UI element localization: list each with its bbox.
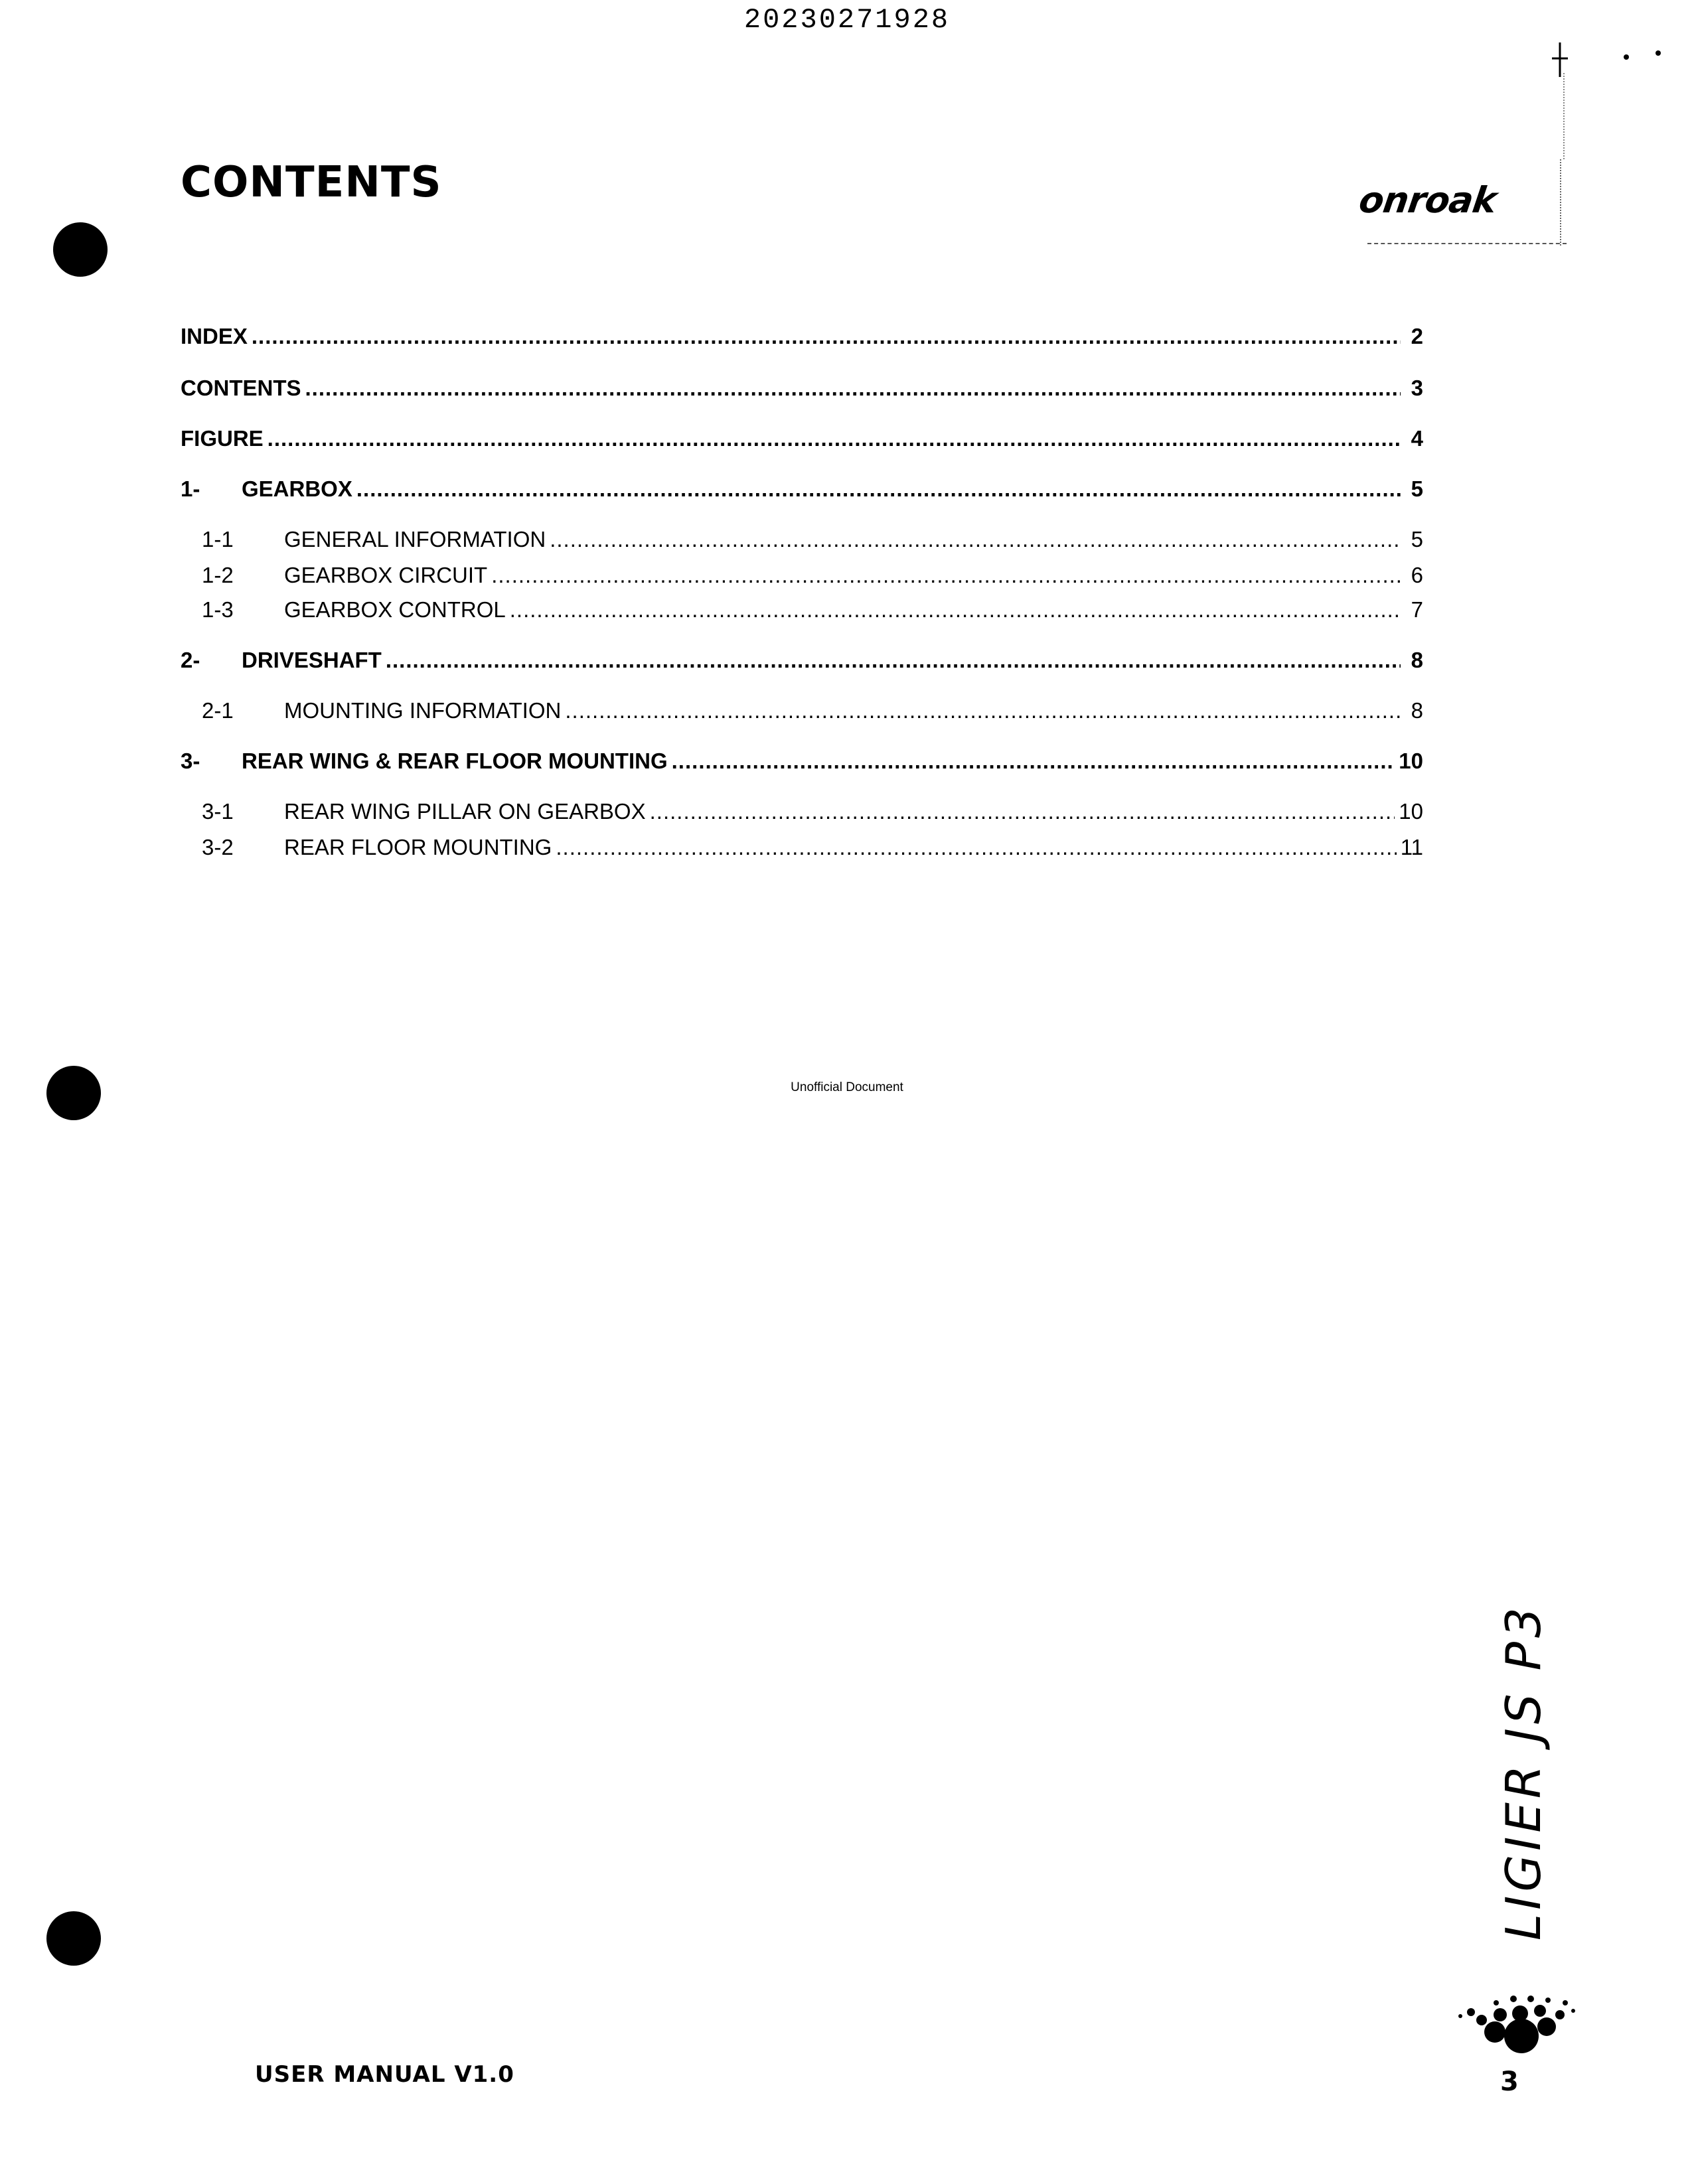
- toc-entry-page: 7: [1411, 597, 1423, 622]
- punch-hole-bottom: [46, 1911, 101, 1966]
- toc-entry-page: 11: [1400, 835, 1423, 859]
- toc-entry-number: 1-3: [202, 597, 234, 622]
- toc-entry-label: CONTENTS: [181, 376, 301, 400]
- document-id: 20230271928: [743, 4, 951, 36]
- page-title: CONTENTS: [181, 158, 442, 207]
- toc-entry-page: 6: [1411, 563, 1423, 587]
- toc-entry-page: 5: [1411, 476, 1423, 501]
- toc-leader-dots: [510, 597, 1401, 622]
- toc-entry-label: GEARBOX CIRCUIT: [284, 563, 488, 587]
- toc-entry[interactable]: [181, 324, 1423, 349]
- footer-manual-version: USER MANUAL V1.0: [255, 2061, 514, 2088]
- toc-entry[interactable]: [181, 527, 1423, 552]
- toc-entry-number: 1-: [181, 476, 200, 501]
- toc-entry-number: 2-1: [202, 698, 234, 723]
- toc-entry-label: GEARBOX CONTROL: [284, 597, 506, 622]
- toc-entry-number: 3-: [181, 749, 200, 773]
- toc-entry-page: 5: [1411, 527, 1423, 551]
- toc-entry-page: 10: [1399, 799, 1423, 824]
- toc-entry-label: REAR WING PILLAR ON GEARBOX: [284, 799, 646, 824]
- toc-entry-page: 10: [1399, 749, 1423, 773]
- toc-entry-label: MOUNTING INFORMATION: [284, 698, 562, 723]
- toc-entry[interactable]: [181, 376, 1423, 401]
- toc-entry-label: GENERAL INFORMATION: [284, 527, 546, 551]
- toc-entry-label: FIGURE: [181, 426, 264, 451]
- toc-leader-dots: [550, 527, 1401, 552]
- toc-entry-page: 8: [1411, 698, 1423, 723]
- footer-page-number: 3: [1500, 2067, 1519, 2097]
- toc-entry-page: 3: [1411, 376, 1423, 400]
- toc-entry[interactable]: [181, 476, 1423, 502]
- logo-divider: [1560, 159, 1561, 246]
- toc-entry[interactable]: [181, 835, 1423, 860]
- toc-entry-label: INDEX: [181, 324, 248, 348]
- toc-entry-label: DRIVESHAFT: [242, 648, 382, 672]
- toc-entry-page: 8: [1411, 648, 1423, 672]
- toc-entry[interactable]: [181, 648, 1423, 673]
- toc-leader-dots: [491, 563, 1401, 588]
- ligier-js-p3-wordmark: LIGIER JS P3: [1496, 1603, 1551, 1940]
- toc-entry[interactable]: [181, 563, 1423, 588]
- toc-entry-label: GEARBOX: [242, 476, 352, 501]
- toc-entry-number: 3-1: [202, 799, 234, 824]
- toc-entry-page: 2: [1411, 324, 1423, 348]
- toc-leader-dots: [556, 835, 1396, 860]
- toc-entry-number: 2-: [181, 648, 200, 672]
- toc-entry-page: 4: [1411, 426, 1423, 451]
- toc-entry-number: 1-2: [202, 563, 234, 587]
- logo-rule: [1367, 243, 1567, 244]
- toc-entry[interactable]: [181, 698, 1423, 723]
- toc-entry-label: REAR FLOOR MOUNTING: [284, 835, 552, 859]
- toc-entry[interactable]: [181, 799, 1423, 824]
- toc-entry-number: 1-1: [202, 527, 234, 551]
- toc-leader-dots: [268, 426, 1401, 451]
- toc-leader-dots: [565, 698, 1401, 723]
- toc-leader-dots: [672, 749, 1395, 774]
- unofficial-document-label: Unofficial Document: [791, 1080, 903, 1094]
- toc-entry[interactable]: [181, 426, 1423, 451]
- scan-marks: [1547, 40, 1679, 80]
- scan-line: [1563, 73, 1565, 159]
- toc-entry-label: REAR WING & REAR FLOOR MOUNTING: [242, 749, 668, 773]
- toc-entry[interactable]: [181, 749, 1423, 774]
- toc-leader-dots: [252, 324, 1401, 349]
- toc-leader-dots: [305, 376, 1401, 401]
- toc-leader-dots: [650, 799, 1395, 824]
- dots-logo-icon: [1447, 1984, 1580, 2064]
- onroak-logo: onroak: [1356, 179, 1500, 221]
- toc-entry[interactable]: [181, 597, 1423, 622]
- toc-entry-number: 3-2: [202, 835, 234, 859]
- punch-hole-top: [53, 222, 108, 277]
- toc-leader-dots: [386, 648, 1401, 673]
- toc-leader-dots: [356, 476, 1401, 502]
